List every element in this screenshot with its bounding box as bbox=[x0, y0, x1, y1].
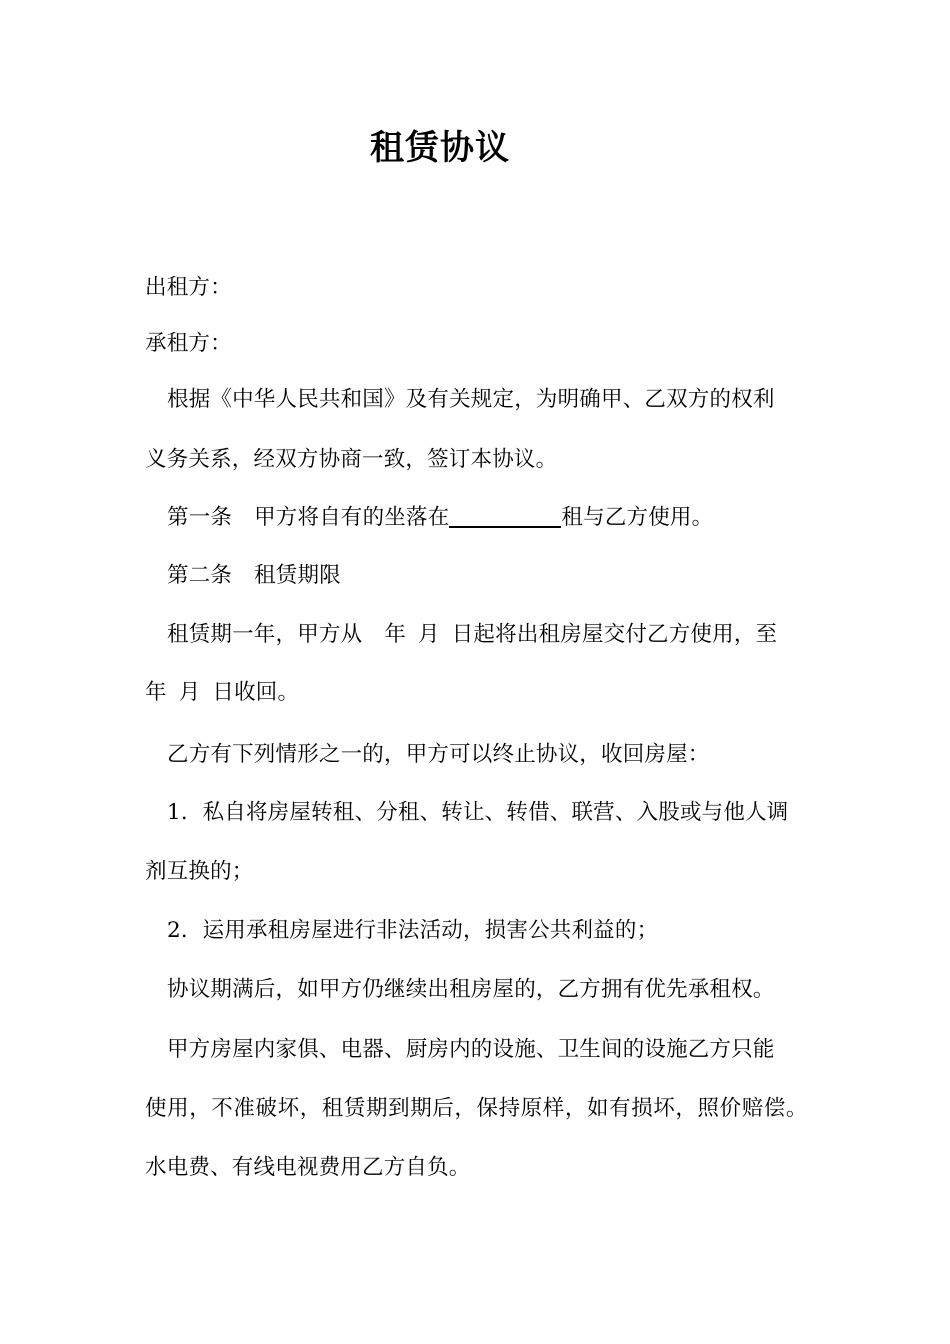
term-start-year: 年 bbox=[384, 622, 407, 647]
term-line-1-end: 日起将出租房屋交付乙方使用，至 bbox=[451, 622, 778, 647]
document-title: 租赁协议 bbox=[370, 128, 510, 168]
furniture-line-2: 使用，不准破坏，租赁期到期后，保持原样，如有损坏，照价赔偿。 bbox=[145, 1096, 809, 1121]
term-end-month: 月 bbox=[178, 680, 201, 705]
renewal-clause: 协议期满后，如甲方仍继续出租房屋的，乙方拥有优先承租权。 bbox=[167, 977, 775, 1002]
article-1-text-before: 甲方将自有的坐落在 bbox=[254, 505, 450, 530]
item-1-line-1: 1．私自将房屋转租、分租、转让、转借、联营、入股或与他人调 bbox=[167, 800, 789, 825]
term-line-1-start: 租赁期一年，甲方从 bbox=[167, 622, 363, 647]
furniture-line-1: 甲方房屋内家俱、电器、厨房内的设施、卫生间的设施乙方只能 bbox=[167, 1037, 775, 1062]
item-1-line-2: 剂互换的； bbox=[145, 859, 254, 884]
term-end-year: 年 bbox=[145, 680, 167, 705]
lessee-label: 承租方： bbox=[145, 331, 232, 356]
term-line-2 bbox=[145, 678, 299, 708]
address-blank-line bbox=[449, 502, 561, 528]
item-2: 2．运用承租房屋进行非法活动，损害公共利益的； bbox=[167, 918, 659, 943]
article-1-text-after: 租与乙方使用。 bbox=[561, 505, 714, 530]
utilities-clause: 水电费、有线电视费用乙方自负。 bbox=[145, 1155, 471, 1180]
term-line-2-end: 日收回。 bbox=[212, 680, 300, 705]
article-2 bbox=[167, 561, 341, 591]
term-line-1 bbox=[167, 620, 777, 650]
preamble-line-2: 义务关系，经双方协商一致，签订本协议。 bbox=[145, 447, 558, 472]
preamble-line-1: 根据《中华人民共和国》及有关规定，为明确甲、乙双方的权利 bbox=[167, 387, 775, 412]
lessor-label: 出租方： bbox=[145, 275, 232, 300]
article-2-title: 租赁期限 bbox=[254, 563, 341, 588]
term-start-month: 月 bbox=[418, 622, 440, 647]
article-1-heading: 第一条 bbox=[167, 505, 233, 530]
termination-intro: 乙方有下列情形之一的，甲方可以终止协议，收回房屋： bbox=[167, 742, 710, 767]
article-1 bbox=[167, 502, 713, 533]
article-2-heading: 第二条 bbox=[167, 563, 233, 588]
